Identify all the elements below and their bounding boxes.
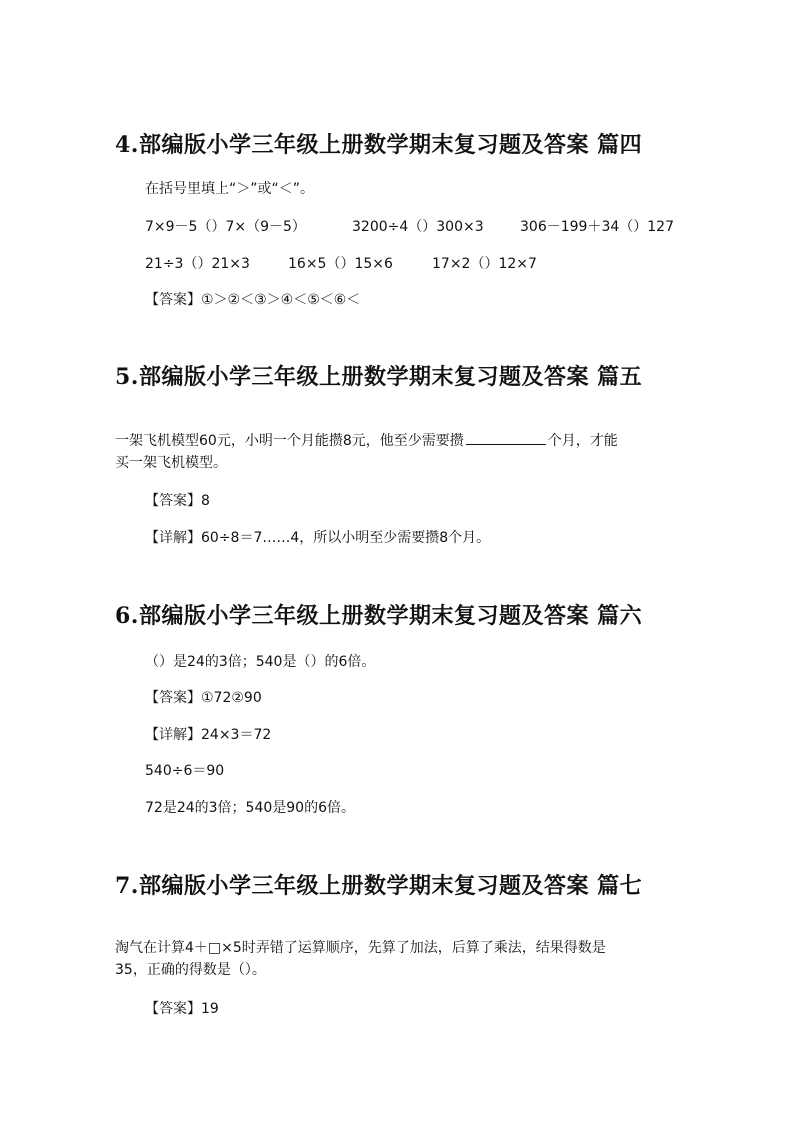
section-4-expression-2: 3200÷4（）300×3 (352, 219, 484, 235)
section-4-expression-6: 17×2（）12×7 (432, 256, 537, 272)
section-6-title: 6.部编版小学三年级上册数学期末复习题及答案 篇六 (115, 603, 643, 629)
section-6-question: （）是24的3倍；540是（）的6倍。 (145, 654, 376, 670)
section-4-expression-4: 21÷3（）21×3 (145, 256, 250, 272)
section-6-answer: 【答案】①72②90 (145, 690, 262, 706)
section-4-expression-3: 306－199＋34（）127 (520, 219, 674, 235)
answer-blank (466, 432, 546, 445)
section-5-question-text-2: 个月，才能 (547, 433, 618, 449)
section-5-answer: 【答案】8 (145, 493, 210, 509)
section-5-question-line-2: 买一架飞机模型。 (115, 455, 227, 471)
section-5-question-text-1: 一架飞机模型60元，小明一个月能攒8元，他至少需要攒 (115, 433, 464, 449)
section-5-detail: 【详解】60÷8＝7……4，所以小明至少需要攒8个月。 (145, 530, 491, 546)
section-6-detail-line-2: 540÷6＝90 (145, 763, 225, 779)
section-7-question-line-2: 35，正确的得数是（）。 (115, 962, 266, 978)
section-7-answer: 【答案】19 (145, 1001, 219, 1017)
section-4-instruction: 在括号里填上“＞”或“＜”。 (145, 181, 315, 197)
section-7-question-line-1: 淘气在计算4＋□×5时弄错了运算顺序，先算了加法，后算了乘法，结果得数是 (115, 940, 606, 956)
section-4-expression-5: 16×5（）15×6 (288, 256, 393, 272)
section-4-title: 4.部编版小学三年级上册数学期末复习题及答案 篇四 (115, 132, 643, 158)
section-7-title: 7.部编版小学三年级上册数学期末复习题及答案 篇七 (115, 873, 643, 899)
section-5-title: 5.部编版小学三年级上册数学期末复习题及答案 篇五 (115, 364, 643, 390)
section-4-expression-1: 7×9－5（）7×（9－5） (145, 219, 306, 235)
section-5-question (115, 430, 618, 452)
section-6-detail: 【详解】24×3＝72 (145, 727, 272, 743)
section-6-detail-line-3: 72是24的3倍；540是90的6倍。 (145, 800, 355, 816)
section-4-answer: 【答案】①＞②＜③＞④＜⑤＜⑥＜ (145, 292, 361, 308)
